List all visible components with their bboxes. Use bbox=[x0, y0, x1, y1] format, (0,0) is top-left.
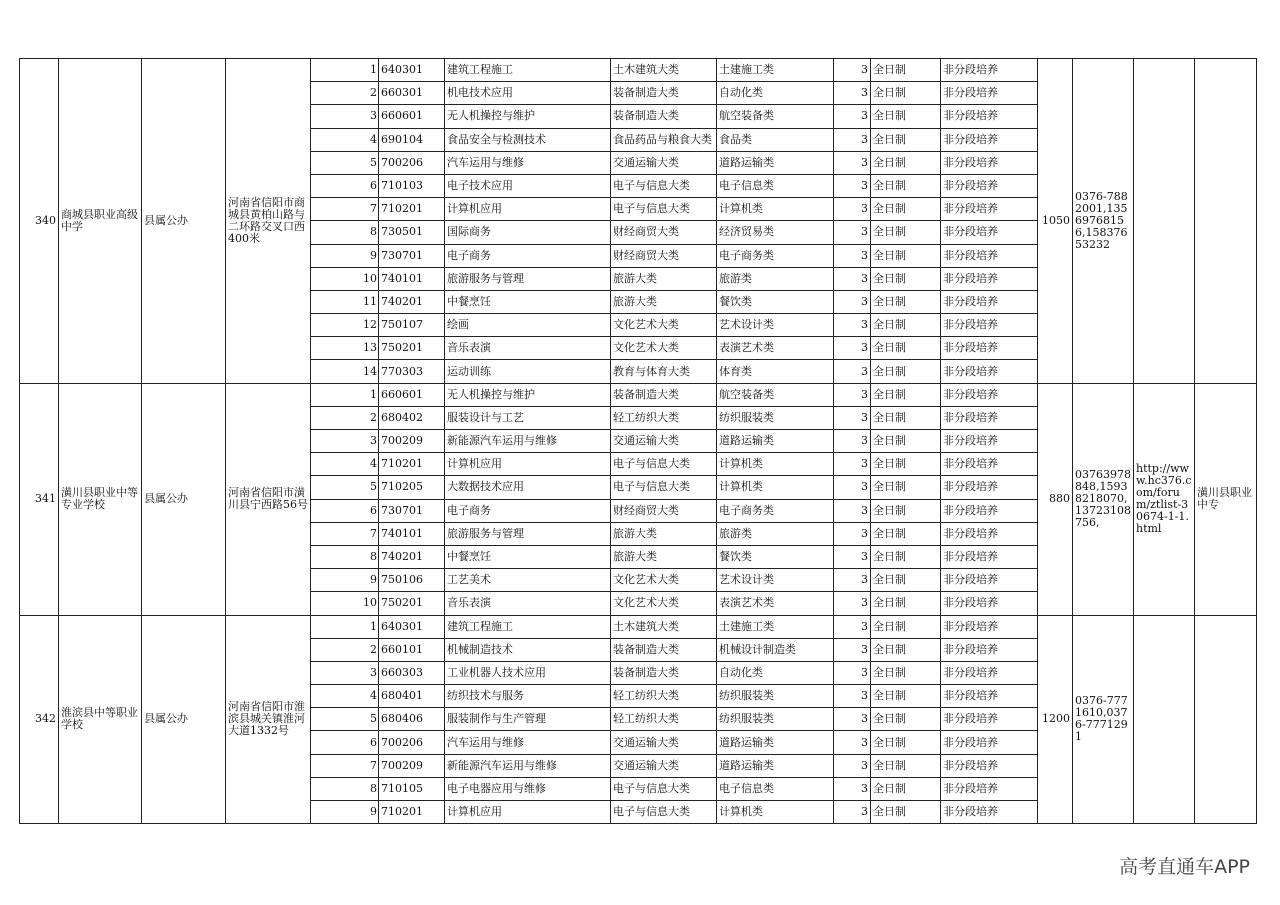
major-years: 3 bbox=[834, 314, 871, 337]
major-subcategory: 道路运输类 bbox=[717, 731, 834, 754]
major-seq: 2 bbox=[311, 638, 379, 661]
major-subcategory: 纺织服装类 bbox=[717, 406, 834, 429]
school-type: 县属公办 bbox=[142, 383, 226, 615]
school-alias bbox=[1195, 59, 1257, 384]
major-years: 3 bbox=[834, 128, 871, 151]
school-name: 淮滨县中等职业学校 bbox=[59, 615, 142, 824]
training-type: 非分段培养 bbox=[941, 522, 1038, 545]
study-mode: 全日制 bbox=[871, 499, 941, 522]
major-code: 710201 bbox=[379, 801, 445, 824]
major-seq: 10 bbox=[311, 267, 379, 290]
major-name: 运动训练 bbox=[445, 360, 611, 383]
training-type: 非分段培养 bbox=[941, 615, 1038, 638]
major-seq: 8 bbox=[311, 545, 379, 568]
study-mode: 全日制 bbox=[871, 244, 941, 267]
training-type: 非分段培养 bbox=[941, 267, 1038, 290]
major-subcategory: 航空装备类 bbox=[717, 383, 834, 406]
major-years: 3 bbox=[834, 754, 871, 777]
major-years: 3 bbox=[834, 244, 871, 267]
major-category: 交通运输大类 bbox=[611, 151, 717, 174]
study-mode: 全日制 bbox=[871, 592, 941, 615]
major-name: 机电技术应用 bbox=[445, 82, 611, 105]
major-subcategory: 土建施工类 bbox=[717, 59, 834, 82]
major-category: 电子与信息大类 bbox=[611, 777, 717, 800]
major-name: 中餐烹饪 bbox=[445, 545, 611, 568]
watermark-text: 高考直通车APP bbox=[1119, 856, 1250, 878]
training-type: 非分段培养 bbox=[941, 476, 1038, 499]
major-years: 3 bbox=[834, 406, 871, 429]
study-mode: 全日制 bbox=[871, 754, 941, 777]
major-name: 电子技术应用 bbox=[445, 174, 611, 197]
major-name: 电子电器应用与维修 bbox=[445, 777, 611, 800]
training-type: 非分段培养 bbox=[941, 453, 1038, 476]
major-code: 750201 bbox=[379, 337, 445, 360]
major-name: 汽车运用与维修 bbox=[445, 731, 611, 754]
study-mode: 全日制 bbox=[871, 638, 941, 661]
major-name: 旅游服务与管理 bbox=[445, 522, 611, 545]
training-type: 非分段培养 bbox=[941, 430, 1038, 453]
major-name: 旅游服务与管理 bbox=[445, 267, 611, 290]
major-years: 3 bbox=[834, 801, 871, 824]
major-years: 3 bbox=[834, 174, 871, 197]
enrollment-count: 1200 bbox=[1038, 615, 1073, 824]
training-type: 非分段培养 bbox=[941, 221, 1038, 244]
major-code: 740201 bbox=[379, 545, 445, 568]
study-mode: 全日制 bbox=[871, 615, 941, 638]
training-type: 非分段培养 bbox=[941, 801, 1038, 824]
major-code: 680406 bbox=[379, 708, 445, 731]
major-name: 工艺美术 bbox=[445, 569, 611, 592]
major-category: 文化艺术大类 bbox=[611, 337, 717, 360]
major-name: 工业机器人技术应用 bbox=[445, 661, 611, 684]
contact-phone: 0376-7771610,0376-7771291 bbox=[1073, 615, 1134, 824]
study-mode: 全日制 bbox=[871, 290, 941, 313]
major-seq: 5 bbox=[311, 151, 379, 174]
major-years: 3 bbox=[834, 708, 871, 731]
training-type: 非分段培养 bbox=[941, 314, 1038, 337]
training-type: 非分段培养 bbox=[941, 731, 1038, 754]
training-type: 非分段培养 bbox=[941, 174, 1038, 197]
major-name: 音乐表演 bbox=[445, 337, 611, 360]
major-years: 3 bbox=[834, 499, 871, 522]
study-mode: 全日制 bbox=[871, 151, 941, 174]
contact-phone: 03763978848,15938218070,13723108756, bbox=[1073, 383, 1134, 615]
major-years: 3 bbox=[834, 685, 871, 708]
major-years: 3 bbox=[834, 59, 871, 82]
major-name: 电子商务 bbox=[445, 244, 611, 267]
study-mode: 全日制 bbox=[871, 267, 941, 290]
major-subcategory: 电子信息类 bbox=[717, 777, 834, 800]
major-years: 3 bbox=[834, 545, 871, 568]
table-row bbox=[20, 615, 1257, 638]
major-years: 3 bbox=[834, 221, 871, 244]
school-number: 340 bbox=[20, 59, 59, 384]
study-mode: 全日制 bbox=[871, 337, 941, 360]
major-seq: 1 bbox=[311, 59, 379, 82]
major-code: 710205 bbox=[379, 476, 445, 499]
study-mode: 全日制 bbox=[871, 731, 941, 754]
major-years: 3 bbox=[834, 383, 871, 406]
major-category: 旅游大类 bbox=[611, 290, 717, 313]
major-seq: 7 bbox=[311, 198, 379, 221]
major-subcategory: 电子商务类 bbox=[717, 244, 834, 267]
major-code: 660601 bbox=[379, 105, 445, 128]
major-subcategory: 计算机类 bbox=[717, 453, 834, 476]
major-code: 660601 bbox=[379, 383, 445, 406]
major-seq: 9 bbox=[311, 569, 379, 592]
major-subcategory: 机械设计制造类 bbox=[717, 638, 834, 661]
major-subcategory: 表演艺术类 bbox=[717, 337, 834, 360]
major-years: 3 bbox=[834, 453, 871, 476]
major-name: 无人机操控与维护 bbox=[445, 383, 611, 406]
major-subcategory: 电子信息类 bbox=[717, 174, 834, 197]
major-seq: 6 bbox=[311, 499, 379, 522]
major-name: 大数据技术应用 bbox=[445, 476, 611, 499]
major-code: 700209 bbox=[379, 754, 445, 777]
major-seq: 1 bbox=[311, 383, 379, 406]
major-category: 装备制造大类 bbox=[611, 383, 717, 406]
major-category: 财经商贸大类 bbox=[611, 499, 717, 522]
school-name: 商城县职业高级中学 bbox=[59, 59, 142, 384]
major-code: 770303 bbox=[379, 360, 445, 383]
major-code: 710201 bbox=[379, 453, 445, 476]
training-type: 非分段培养 bbox=[941, 128, 1038, 151]
major-name: 服装制作与生产管理 bbox=[445, 708, 611, 731]
training-type: 非分段培养 bbox=[941, 406, 1038, 429]
major-code: 680401 bbox=[379, 685, 445, 708]
major-years: 3 bbox=[834, 360, 871, 383]
major-seq: 9 bbox=[311, 244, 379, 267]
major-category: 电子与信息大类 bbox=[611, 801, 717, 824]
major-subcategory: 自动化类 bbox=[717, 82, 834, 105]
major-seq: 11 bbox=[311, 290, 379, 313]
study-mode: 全日制 bbox=[871, 314, 941, 337]
study-mode: 全日制 bbox=[871, 569, 941, 592]
major-code: 740201 bbox=[379, 290, 445, 313]
major-seq: 10 bbox=[311, 592, 379, 615]
training-type: 非分段培养 bbox=[941, 754, 1038, 777]
school-alias: 潢川县职业中专 bbox=[1195, 383, 1257, 615]
major-years: 3 bbox=[834, 151, 871, 174]
major-subcategory: 旅游类 bbox=[717, 522, 834, 545]
major-seq: 5 bbox=[311, 708, 379, 731]
major-category: 装备制造大类 bbox=[611, 638, 717, 661]
major-name: 建筑工程施工 bbox=[445, 615, 611, 638]
training-type: 非分段培养 bbox=[941, 569, 1038, 592]
major-years: 3 bbox=[834, 777, 871, 800]
major-code: 660101 bbox=[379, 638, 445, 661]
major-category: 财经商贸大类 bbox=[611, 244, 717, 267]
major-name: 汽车运用与维修 bbox=[445, 151, 611, 174]
enrollment-count: 880 bbox=[1038, 383, 1073, 615]
training-type: 非分段培养 bbox=[941, 244, 1038, 267]
training-type: 非分段培养 bbox=[941, 383, 1038, 406]
major-code: 700209 bbox=[379, 430, 445, 453]
school-address: 河南省信阳市淮滨县城关镇淮河大道1332号 bbox=[226, 615, 311, 824]
major-code: 750106 bbox=[379, 569, 445, 592]
major-seq: 9 bbox=[311, 801, 379, 824]
major-code: 740101 bbox=[379, 522, 445, 545]
school-number: 341 bbox=[20, 383, 59, 615]
major-subcategory: 计算机类 bbox=[717, 198, 834, 221]
major-code: 700206 bbox=[379, 731, 445, 754]
major-subcategory: 经济贸易类 bbox=[717, 221, 834, 244]
training-type: 非分段培养 bbox=[941, 59, 1038, 82]
major-category: 电子与信息大类 bbox=[611, 476, 717, 499]
training-type: 非分段培养 bbox=[941, 337, 1038, 360]
study-mode: 全日制 bbox=[871, 801, 941, 824]
study-mode: 全日制 bbox=[871, 522, 941, 545]
training-type: 非分段培养 bbox=[941, 685, 1038, 708]
major-years: 3 bbox=[834, 105, 871, 128]
major-years: 3 bbox=[834, 661, 871, 684]
major-category: 旅游大类 bbox=[611, 267, 717, 290]
major-code: 730701 bbox=[379, 244, 445, 267]
major-category: 交通运输大类 bbox=[611, 430, 717, 453]
major-seq: 7 bbox=[311, 754, 379, 777]
study-mode: 全日制 bbox=[871, 476, 941, 499]
school-majors-table bbox=[19, 58, 1257, 824]
major-name: 建筑工程施工 bbox=[445, 59, 611, 82]
major-category: 教育与体育大类 bbox=[611, 360, 717, 383]
major-years: 3 bbox=[834, 82, 871, 105]
major-seq: 8 bbox=[311, 221, 379, 244]
major-subcategory: 食品类 bbox=[717, 128, 834, 151]
major-subcategory: 计算机类 bbox=[717, 801, 834, 824]
major-seq: 7 bbox=[311, 522, 379, 545]
major-subcategory: 自动化类 bbox=[717, 661, 834, 684]
major-category: 轻工纺织大类 bbox=[611, 685, 717, 708]
major-subcategory: 旅游类 bbox=[717, 267, 834, 290]
major-category: 土木建筑大类 bbox=[611, 615, 717, 638]
major-code: 660303 bbox=[379, 661, 445, 684]
school-website bbox=[1134, 615, 1195, 824]
major-category: 财经商贸大类 bbox=[611, 221, 717, 244]
major-name: 计算机应用 bbox=[445, 453, 611, 476]
major-seq: 3 bbox=[311, 105, 379, 128]
major-code: 750107 bbox=[379, 314, 445, 337]
training-type: 非分段培养 bbox=[941, 545, 1038, 568]
major-category: 轻工纺织大类 bbox=[611, 406, 717, 429]
major-category: 交通运输大类 bbox=[611, 731, 717, 754]
school-address: 河南省信阳市潢川县宁西路56号 bbox=[226, 383, 311, 615]
training-type: 非分段培养 bbox=[941, 499, 1038, 522]
major-years: 3 bbox=[834, 476, 871, 499]
major-seq: 5 bbox=[311, 476, 379, 499]
major-category: 电子与信息大类 bbox=[611, 453, 717, 476]
major-subcategory: 道路运输类 bbox=[717, 430, 834, 453]
study-mode: 全日制 bbox=[871, 174, 941, 197]
major-name: 纺织技术与服务 bbox=[445, 685, 611, 708]
major-subcategory: 道路运输类 bbox=[717, 151, 834, 174]
major-category: 交通运输大类 bbox=[611, 754, 717, 777]
major-category: 食品药品与粮食大类 bbox=[611, 128, 717, 151]
major-category: 文化艺术大类 bbox=[611, 592, 717, 615]
study-mode: 全日制 bbox=[871, 453, 941, 476]
training-type: 非分段培养 bbox=[941, 198, 1038, 221]
major-seq: 4 bbox=[311, 128, 379, 151]
major-code: 710103 bbox=[379, 174, 445, 197]
major-years: 3 bbox=[834, 731, 871, 754]
study-mode: 全日制 bbox=[871, 430, 941, 453]
major-name: 计算机应用 bbox=[445, 801, 611, 824]
major-seq: 4 bbox=[311, 453, 379, 476]
training-type: 非分段培养 bbox=[941, 290, 1038, 313]
major-subcategory: 道路运输类 bbox=[717, 754, 834, 777]
major-category: 旅游大类 bbox=[611, 545, 717, 568]
major-subcategory: 计算机类 bbox=[717, 476, 834, 499]
study-mode: 全日制 bbox=[871, 82, 941, 105]
major-category: 装备制造大类 bbox=[611, 105, 717, 128]
major-years: 3 bbox=[834, 522, 871, 545]
major-years: 3 bbox=[834, 638, 871, 661]
major-code: 700206 bbox=[379, 151, 445, 174]
major-subcategory: 纺织服装类 bbox=[717, 708, 834, 731]
major-years: 3 bbox=[834, 267, 871, 290]
major-years: 3 bbox=[834, 337, 871, 360]
school-type: 县属公办 bbox=[142, 59, 226, 384]
study-mode: 全日制 bbox=[871, 360, 941, 383]
major-seq: 8 bbox=[311, 777, 379, 800]
major-code: 690104 bbox=[379, 128, 445, 151]
major-years: 3 bbox=[834, 615, 871, 638]
training-type: 非分段培养 bbox=[941, 592, 1038, 615]
school-number: 342 bbox=[20, 615, 59, 824]
major-name: 无人机操控与维护 bbox=[445, 105, 611, 128]
major-years: 3 bbox=[834, 592, 871, 615]
study-mode: 全日制 bbox=[871, 198, 941, 221]
major-subcategory: 纺织服装类 bbox=[717, 685, 834, 708]
major-category: 文化艺术大类 bbox=[611, 569, 717, 592]
major-name: 中餐烹饪 bbox=[445, 290, 611, 313]
training-type: 非分段培养 bbox=[941, 82, 1038, 105]
major-category: 轻工纺织大类 bbox=[611, 708, 717, 731]
study-mode: 全日制 bbox=[871, 545, 941, 568]
major-category: 土木建筑大类 bbox=[611, 59, 717, 82]
major-code: 680402 bbox=[379, 406, 445, 429]
study-mode: 全日制 bbox=[871, 383, 941, 406]
major-seq: 2 bbox=[311, 82, 379, 105]
study-mode: 全日制 bbox=[871, 777, 941, 800]
major-name: 绘画 bbox=[445, 314, 611, 337]
major-seq: 1 bbox=[311, 615, 379, 638]
study-mode: 全日制 bbox=[871, 661, 941, 684]
major-code: 660301 bbox=[379, 82, 445, 105]
major-seq: 3 bbox=[311, 430, 379, 453]
major-subcategory: 航空装备类 bbox=[717, 105, 834, 128]
major-code: 750201 bbox=[379, 592, 445, 615]
major-name: 计算机应用 bbox=[445, 198, 611, 221]
major-name: 食品安全与检测技术 bbox=[445, 128, 611, 151]
major-name: 服装设计与工艺 bbox=[445, 406, 611, 429]
major-seq: 14 bbox=[311, 360, 379, 383]
training-type: 非分段培养 bbox=[941, 661, 1038, 684]
major-name: 新能源汽车运用与维修 bbox=[445, 430, 611, 453]
major-subcategory: 电子商务类 bbox=[717, 499, 834, 522]
study-mode: 全日制 bbox=[871, 105, 941, 128]
training-type: 非分段培养 bbox=[941, 151, 1038, 174]
study-mode: 全日制 bbox=[871, 128, 941, 151]
enrollment-count: 1050 bbox=[1038, 59, 1073, 384]
table-row bbox=[20, 383, 1257, 406]
major-subcategory: 艺术设计类 bbox=[717, 314, 834, 337]
major-seq: 4 bbox=[311, 685, 379, 708]
major-category: 电子与信息大类 bbox=[611, 174, 717, 197]
school-website: http://www.hc376.com/forum/ztlist-30674-1-1.html bbox=[1134, 383, 1195, 615]
major-name: 音乐表演 bbox=[445, 592, 611, 615]
major-name: 电子商务 bbox=[445, 499, 611, 522]
training-type: 非分段培养 bbox=[941, 777, 1038, 800]
major-category: 电子与信息大类 bbox=[611, 198, 717, 221]
major-category: 装备制造大类 bbox=[611, 82, 717, 105]
major-seq: 13 bbox=[311, 337, 379, 360]
major-name: 机械制造技术 bbox=[445, 638, 611, 661]
study-mode: 全日制 bbox=[871, 685, 941, 708]
training-type: 非分段培养 bbox=[941, 105, 1038, 128]
study-mode: 全日制 bbox=[871, 406, 941, 429]
training-type: 非分段培养 bbox=[941, 638, 1038, 661]
school-name: 潢川县职业中等专业学校 bbox=[59, 383, 142, 615]
major-seq: 3 bbox=[311, 661, 379, 684]
major-subcategory: 餐饮类 bbox=[717, 290, 834, 313]
major-subcategory: 表演艺术类 bbox=[717, 592, 834, 615]
major-years: 3 bbox=[834, 569, 871, 592]
major-years: 3 bbox=[834, 290, 871, 313]
study-mode: 全日制 bbox=[871, 59, 941, 82]
study-mode: 全日制 bbox=[871, 708, 941, 731]
major-code: 710201 bbox=[379, 198, 445, 221]
major-subcategory: 体育类 bbox=[717, 360, 834, 383]
major-subcategory: 餐饮类 bbox=[717, 545, 834, 568]
major-seq: 6 bbox=[311, 174, 379, 197]
school-type: 县属公办 bbox=[142, 615, 226, 824]
school-address: 河南省信阳市商城县黄柏山路与二环路交叉口西400米 bbox=[226, 59, 311, 384]
major-category: 旅游大类 bbox=[611, 522, 717, 545]
training-type: 非分段培养 bbox=[941, 360, 1038, 383]
major-category: 装备制造大类 bbox=[611, 661, 717, 684]
major-name: 国际商务 bbox=[445, 221, 611, 244]
major-name: 新能源汽车运用与维修 bbox=[445, 754, 611, 777]
major-code: 710105 bbox=[379, 777, 445, 800]
major-category: 文化艺术大类 bbox=[611, 314, 717, 337]
major-code: 640301 bbox=[379, 615, 445, 638]
major-code: 730701 bbox=[379, 499, 445, 522]
major-subcategory: 土建施工类 bbox=[717, 615, 834, 638]
major-seq: 12 bbox=[311, 314, 379, 337]
training-type: 非分段培养 bbox=[941, 708, 1038, 731]
major-code: 640301 bbox=[379, 59, 445, 82]
major-seq: 2 bbox=[311, 406, 379, 429]
school-alias bbox=[1195, 615, 1257, 824]
contact-phone: 0376-7882001,13569768156,15837653232 bbox=[1073, 59, 1134, 384]
table-row bbox=[20, 59, 1257, 82]
major-seq: 6 bbox=[311, 731, 379, 754]
major-years: 3 bbox=[834, 198, 871, 221]
major-code: 740101 bbox=[379, 267, 445, 290]
school-website bbox=[1134, 59, 1195, 384]
major-years: 3 bbox=[834, 430, 871, 453]
major-code: 730501 bbox=[379, 221, 445, 244]
study-mode: 全日制 bbox=[871, 221, 941, 244]
major-subcategory: 艺术设计类 bbox=[717, 569, 834, 592]
